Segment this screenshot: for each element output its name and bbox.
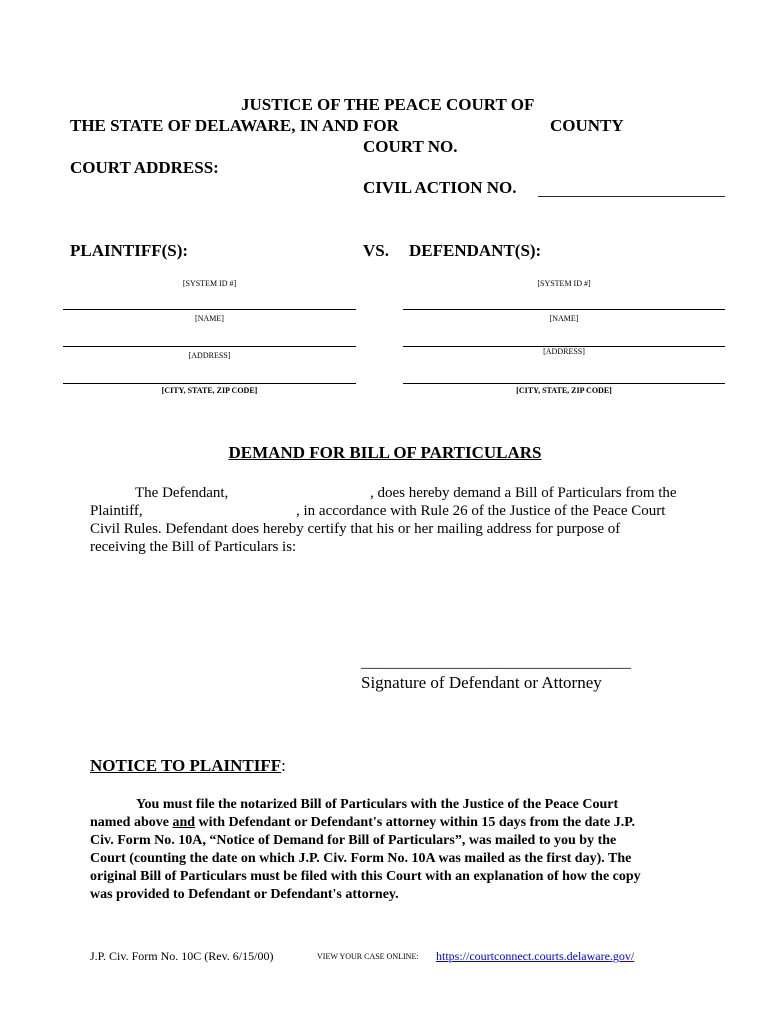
court-title-line2: THE STATE OF DELAWARE, IN AND FOR: [70, 116, 399, 135]
defendant-label: DEFENDANT(S):: [409, 241, 542, 260]
demand-line1-end: , does hereby demand a Bill of Particulars from the: [370, 485, 677, 501]
notice-line6: was provided to Defendant or Defendant's attorney.: [90, 887, 399, 902]
defendant-name-caption: [NAME]: [549, 314, 579, 323]
court-title-line1: JUSTICE OF THE PEACE COURT OF: [241, 95, 535, 114]
case-online-link[interactable]: https://courtconnect.courts.delaware.gov/: [436, 949, 635, 963]
footer-view-label: VIEW YOUR CASE ONLINE:: [317, 952, 419, 961]
court-address-label: COURT ADDRESS:: [70, 158, 219, 177]
signature-line: ____________________________________: [361, 655, 631, 671]
civil-action-blank: ______________________: [538, 180, 725, 199]
county-label: COUNTY: [550, 116, 624, 135]
notice-title: NOTICE TO PLAINTIFF: [90, 756, 282, 775]
defendant-address-caption: [ADDRESS]: [543, 347, 585, 356]
civil-action-label: CIVIL ACTION NO.: [363, 178, 517, 197]
notice-and-emphasis: and: [172, 815, 196, 830]
vs-label: VS.: [363, 241, 389, 260]
demand-line1-start: The Defendant,: [135, 485, 229, 501]
notice-paragraph: [90, 796, 690, 904]
plaintiff-name-line: [63, 309, 356, 310]
notice-line1: You must file the notarized Bill of Particulars with the Justice of the Peace Court: [136, 797, 619, 812]
plaintiff-name-caption: [NAME]: [195, 314, 224, 323]
plaintiff-city-caption: [CITY, STATE, ZIP CODE]: [161, 386, 258, 395]
demand-line2-start: Plaintiff,: [90, 503, 143, 519]
plaintiff-city-line: [63, 383, 356, 384]
notice-line2: [90, 814, 690, 832]
plaintiff-address-line: [63, 346, 356, 347]
plaintiff-label: PLAINTIFF(S):: [70, 241, 189, 260]
notice-line3: Civ. Form No. 10A, “Notice of Demand for Bill of Particulars”, was mailed to you by the: [90, 833, 617, 848]
defendant-system-id-caption: [SYSTEM ID #]: [537, 279, 591, 288]
notice-colon: :: [281, 756, 286, 775]
plaintiff-system-id-caption: [SYSTEM ID #]: [182, 279, 237, 288]
demand-line4: receiving the Bill of Particulars is:: [90, 539, 297, 555]
notice-line4: Court (counting the date on which J.P. Civ. Form No. 10A was mailed as the first day). The: [90, 851, 632, 866]
signature-caption: Signature of Defendant or Attorney: [361, 673, 602, 692]
court-no-label: COURT NO.: [363, 137, 458, 156]
defendant-city-caption: [CITY, STATE, ZIP CODE]: [516, 386, 612, 395]
footer-form-number: J.P. Civ. Form No. 10C (Rev. 6/15/00): [90, 949, 274, 963]
notice-line5: original Bill of Particulars must be filed with this Court with an explanation of how the copy: [90, 869, 641, 884]
notice-line2-start: named above: [90, 815, 173, 830]
demand-line3: Civil Rules. Defendant does hereby certify that his or her mailing address for purpose of: [90, 521, 621, 537]
demand-paragraph: [90, 484, 690, 556]
notice-line2-end: with Defendant or Defendant's attorney within 15 days from the date J.P.: [195, 815, 635, 830]
defendant-name-line: [403, 309, 725, 310]
demand-line2-end: , in accordance with Rule 26 of the Justice of the Peace Court: [296, 503, 666, 519]
defendant-city-line: [403, 383, 725, 384]
plaintiff-address-caption: [ADDRESS]: [188, 351, 231, 360]
notice-heading: [90, 756, 286, 776]
demand-title: DEMAND FOR BILL OF PARTICULARS: [228, 443, 542, 462]
